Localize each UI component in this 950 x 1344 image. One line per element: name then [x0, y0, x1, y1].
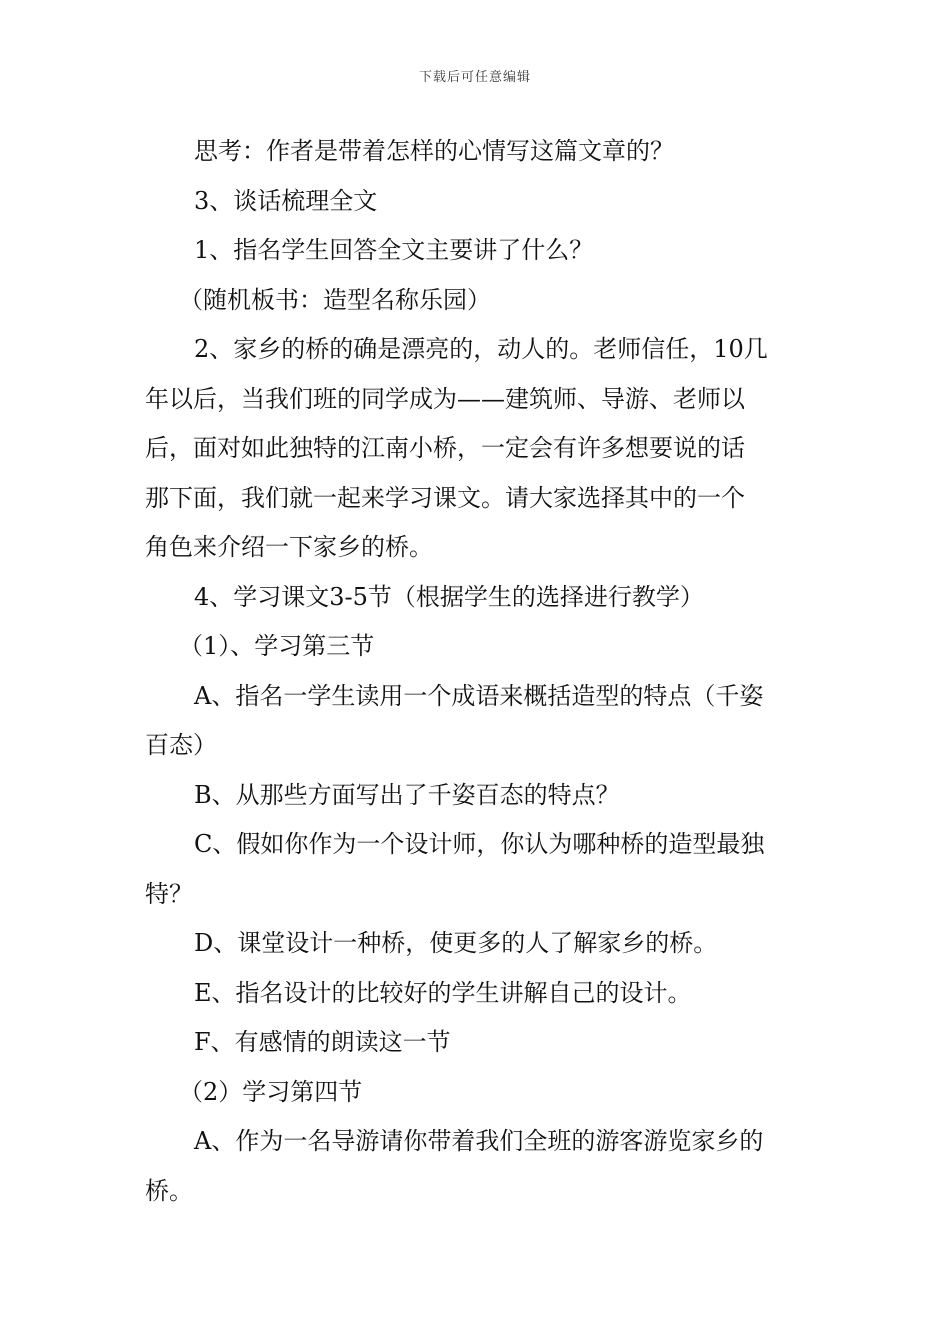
line-text: （1）、学习第三节	[179, 632, 375, 660]
line-text: 后，面对如此独特的江南小桥，一定会有许多想要说的话	[145, 434, 745, 462]
paragraph-line	[145, 177, 810, 227]
line-text: （随机板书：造型名称乐园）	[179, 285, 491, 314]
line-text: 1、指名学生回答全文主要讲了什么？	[194, 236, 594, 264]
line-text: 思考：作者是带着怎样的心情写这篇文章的？	[194, 137, 674, 165]
paragraph-line	[145, 969, 810, 1019]
line-text: 百态）	[145, 731, 217, 759]
paragraph-line	[145, 474, 810, 524]
paragraph-line	[145, 820, 810, 870]
line-text: A、指名一学生读用一个成语来概括造型的特点（千姿	[194, 681, 764, 710]
line-text: 特？	[145, 879, 193, 908]
line-text: 3、谈话梳理全文	[194, 186, 378, 215]
line-text: 年以后，当我们班的同学成为——建筑师、导游、老师以	[145, 384, 745, 413]
paragraph-line	[145, 771, 810, 821]
line-text: D、课堂设计一种桥，使更多的人了解家乡的桥。	[194, 929, 718, 957]
paragraph-line	[145, 424, 810, 474]
paragraph-line	[145, 1018, 810, 1068]
paragraph-line	[145, 276, 810, 326]
line-text: C、假如你作为一个设计师，你认为哪种桥的造型最独	[194, 830, 765, 858]
line-text: E、指名设计的比较好的学生讲解自己的设计。	[194, 978, 692, 1007]
paragraph-line	[145, 573, 810, 623]
paragraph-line	[145, 622, 810, 672]
line-text: F、有感情的朗读这一节	[194, 1028, 451, 1056]
line-text: 4、学习课文3-5节（根据学生的选择进行教学）	[194, 582, 704, 611]
paragraph-line	[145, 721, 810, 771]
line-text: A、作为一名导游请你带着我们全班的游客游览家乡的	[194, 1127, 764, 1155]
line-text: 那下面，我们就一起来学习课文。请大家选择其中的一个	[145, 483, 745, 512]
paragraph-line	[145, 672, 810, 722]
line-text: 2、家乡的桥的确是漂亮的，动人的。老师信任，10几	[194, 335, 768, 363]
paragraph-line	[145, 1117, 810, 1167]
document-body	[145, 127, 810, 1216]
line-text: 角色来介绍一下家乡的桥。	[145, 533, 433, 561]
paragraph-line	[145, 1068, 810, 1118]
paragraph-line	[145, 919, 810, 969]
line-text: B、从那些方面写出了千姿百态的特点？	[194, 780, 620, 809]
paragraph-line	[145, 1167, 810, 1217]
page-header: 下载后可任意编辑	[418, 70, 531, 85]
paragraph-line	[145, 523, 810, 573]
line-text: 桥。	[145, 1176, 193, 1205]
paragraph-line	[145, 870, 810, 920]
paragraph-line	[145, 127, 810, 177]
paragraph-line	[145, 325, 810, 375]
paragraph-line	[145, 226, 810, 276]
paragraph-line	[145, 375, 810, 425]
line-text: （2）学习第四节	[179, 1077, 363, 1106]
